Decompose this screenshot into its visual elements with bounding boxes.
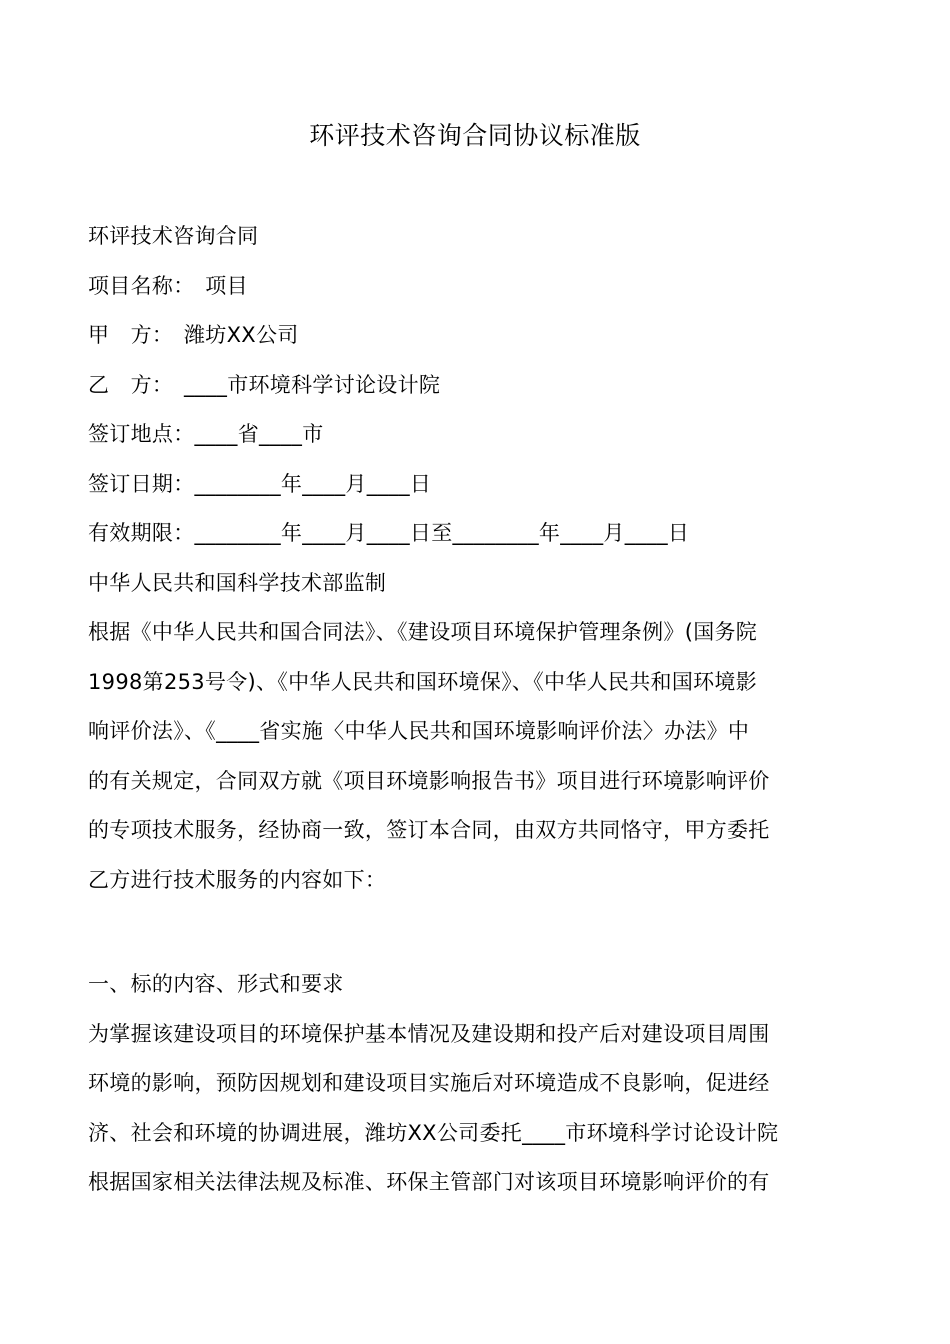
party-b-line: 乙 方： ____市环境科学讨论设计院 xyxy=(88,372,441,397)
preamble-line: 响评价法》、《____省实施〈中华人民共和国环境影响评价法〉办法》中 xyxy=(88,719,750,743)
section-1-line: 环境的影响，预防因规划和建设项目实施后对环境造成不良影响，促进经 xyxy=(88,1071,770,1095)
section-1-heading: 一、标的内容、形式和要求 xyxy=(88,972,344,996)
validity-period-line: 有效期限：________年____月____日至________年____月____日 xyxy=(88,521,690,545)
signing-place-line: 签订地点：____省____市 xyxy=(88,422,324,446)
section-1-line: 济、社会和环境的协调进展，潍坊XX公司委托____市环境科学讨论设计院 xyxy=(88,1120,779,1145)
project-name-line: 项目名称： 项目 xyxy=(88,273,248,298)
contract-header-block xyxy=(88,212,864,905)
preamble-line: 根据《中华人民共和国合同法》、《建设项目环境保护管理条例》(国务院 xyxy=(88,620,758,644)
document-title: 环评技术咨询合同协议标准版 xyxy=(309,121,641,150)
preamble-line: 的专项技术服务，经协商一致，签订本合同，由双方共同恪守，甲方委托 xyxy=(88,818,770,842)
preamble-line: 1998第253号令)、《中华人民共和国环境保》、《中华人民共和国环境影 xyxy=(88,669,758,694)
preamble-line: 乙方进行技术服务的内容如下： xyxy=(88,867,387,892)
signing-date-line: 签订日期：________年____月____日 xyxy=(88,471,432,496)
contract-name-line: 环评技术咨询合同 xyxy=(88,224,259,248)
preamble-line: 的有关规定，合同双方就《项目环境影响报告书》项目进行环境影响评价 xyxy=(88,768,770,793)
party-a-line: 甲 方： 潍坊XX公司 xyxy=(88,323,299,347)
section-1-block xyxy=(88,960,864,1208)
supervisor-line: 中华人民共和国科学技术部监制 xyxy=(88,570,387,595)
section-1-line: 根据国家相关法律法规及标准、环保主管部门对该项目环境影响评价的有 xyxy=(88,1170,770,1194)
section-1-line: 为掌握该建设项目的环境保护基本情况及建设期和投产后对建设项目周围 xyxy=(88,1021,770,1046)
